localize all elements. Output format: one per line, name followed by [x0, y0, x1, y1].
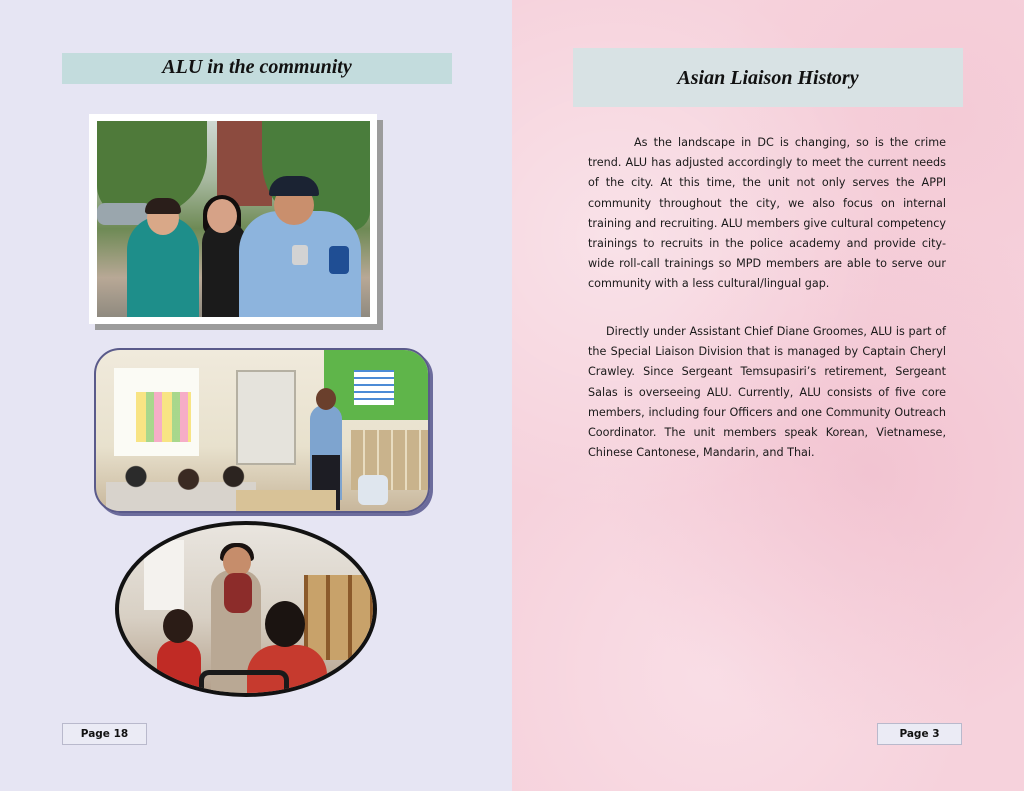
community-photo-officer — [97, 121, 370, 317]
children-presentation-photo — [115, 521, 377, 697]
history-paragraph-2: Directly under Assistant Chief Diane Groomes, ALU is part of the Special Liaison Division that is managed by Captain Cheryl Crawley. Since Sergeant Temsupasiri’s retirement, Sergeant Salas is overseeing ALU. Currently, ALU consists of five core members, including four Officers and one Community Outreach Coordinator. The unit members speak Korean, Vietnamese, Chinese Cantonese, Mandarin, and Thai. — [588, 325, 946, 460]
page-number-right: Page 3 — [877, 723, 962, 745]
page-number-left: Page 18 — [62, 723, 147, 745]
classroom-photo — [94, 348, 430, 513]
history-paragraph-1: As the landscape in DC is changing, so is the crime trend. ALU has adjusted accordingly to meet the current needs of the city. At this time, the unit not only serves the APPI community throughout the city, we also focus on internal training and recruiting. ALU members give cultural competency trainings to recruits in the police academy and provide city-wide roll-call trainings so MPD members are able to serve our community with a less cultural/lingual gap. — [588, 136, 946, 291]
right-page-title: Asian Liaison History — [573, 48, 963, 107]
left-page-title: ALU in the community — [62, 53, 452, 84]
